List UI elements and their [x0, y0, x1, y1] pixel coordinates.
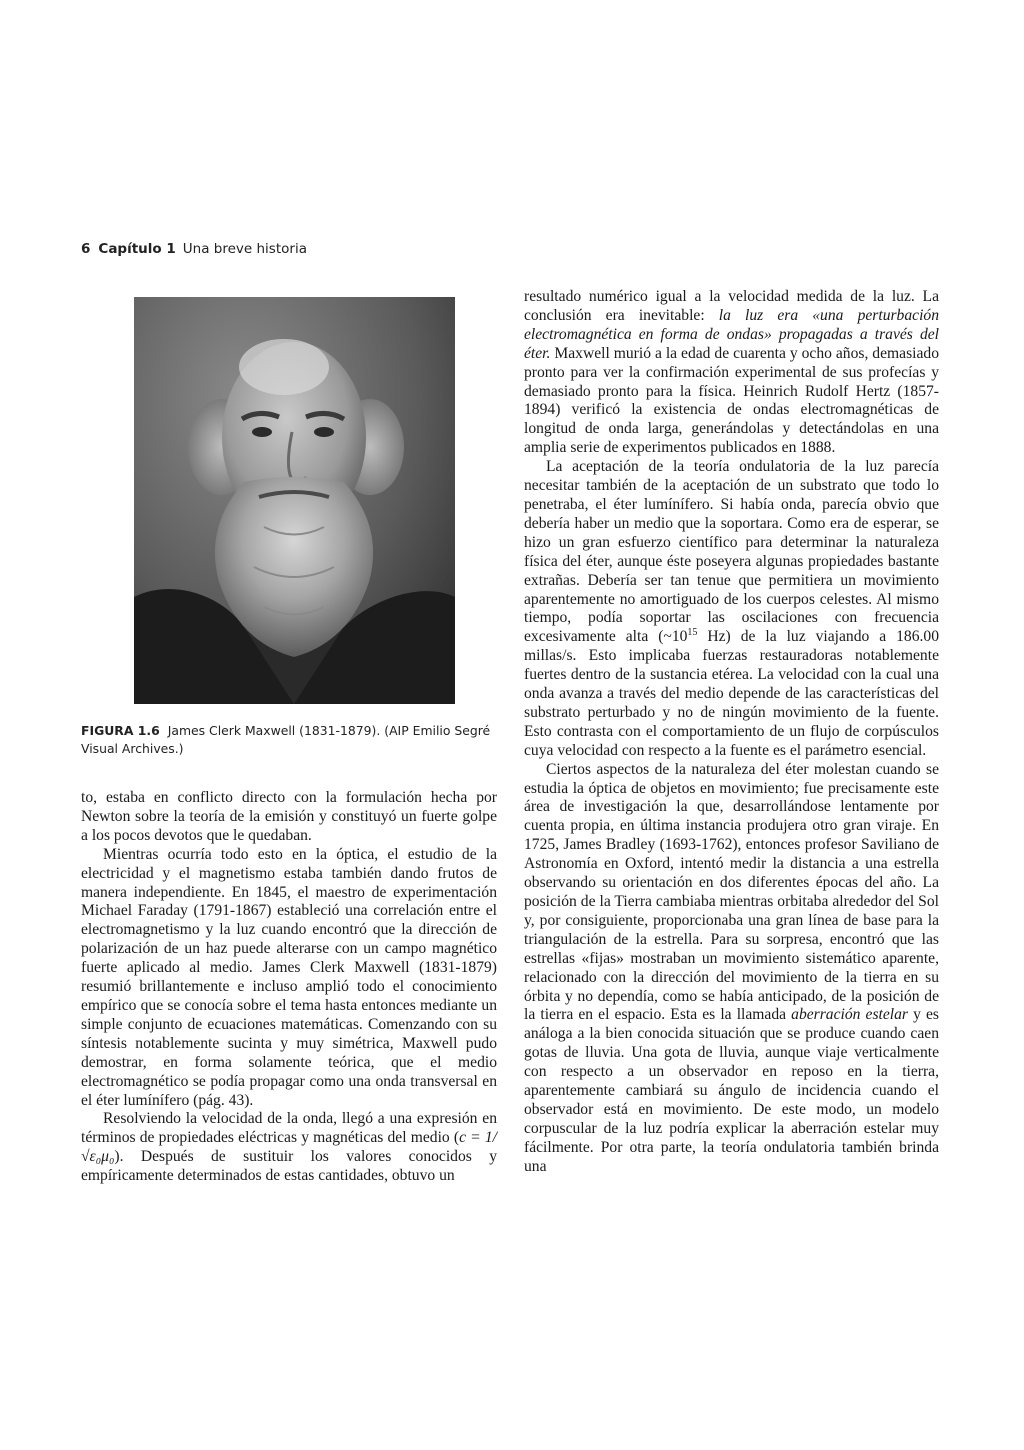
right-paragraph-3-text-a: Ciertos aspectos de la naturaleza del éter molestan cuando se estudia la óptica de objetos en movimiento; fue precisamente este área de investigación la que, desarrollándose lentamente por cuenta propia, en última instancia produjera otro gran viraje. En 1725, James Bradley (1693-1762), entonces profesor Saviliano de Astronomía en Oxford, intentó medir la distancia a una estrella observando su orientación en dos diferentes épocas del año. La posición de la Tierra cambiaba mientras orbitaba alrededor del Sol y, por consiguiente, proporcionaba una gran línea de base para la triangulación de la estrella. Para su sorpresa, encontró que las estrellas «fijas» mostraban un movimiento sistemático aparente, relacionado con la dirección del movimiento de la tierra en su órbita y no dependía, como se había anticipado, de la posición de la tierra en el espacio. Esta es la llamada [524, 760, 939, 1024]
left-paragraph-1: to, estaba en conflicto directo con la formulación hecha por Newton sobre la teoría de la emisión y constituyó un fuerte golpe a los pocos devotos que le quedaban. [81, 789, 497, 844]
right-paragraph-2-text-a: La aceptación de la teoría ondulatoria de la luz parecía necesitar también de la aceptación de un substrato que todo lo penetraba, el éter lumínífero. Si había onda, parecía obvio que debería haber un medio que la soportara. Como era de esperar, se hizo un gran esfuerzo científico para determinar la naturaleza física del éter, aunque éste poseyera algunas propiedades bastante extrañas. Debería ser tan tenue que permitiera un movimiento aparentemente no amortiguado de los cuerpos celestes. Al mismo tiempo, podía soportar las oscilaciones con frecuencia excesivamente alta (~10 [524, 458, 939, 646]
left-paragraph-3 [81, 1110, 497, 1186]
left-column [81, 789, 497, 1186]
left-paragraph-3-text-a: Resolviendo la velocidad de la onda, llegó a una expresión en términos de propiedades eléctricas y magnéticas del medio ( [81, 1110, 497, 1147]
exponent: 15 [687, 627, 698, 639]
right-paragraph-1-text-b: Maxwell murió a la edad de cuarenta y ocho años, demasiado pronto para ver la confirmación experimental de sus profecías y demasiado pronto para la física. Heinrich Rudolf Hertz (1857-1894) verificó la existencia de ondas electromagnéticas de longitud de onda larga, generándolas y detectándolas en una amplia serie de experimentos publicados en 1888. [524, 344, 939, 457]
right-paragraph-3-italic: aberración estelar [791, 1006, 908, 1024]
right-paragraph-2 [524, 458, 939, 761]
right-paragraph-2-text-b: Hz) de la luz viajando a 186.00 millas/s. Esto implicaba fuerzas restauradoras notablemente fuertes dentro de la sustancia etérea. La velocidad con la cual una onda avanza a través del medio depende de las características del substrato perturbado y no de ningún movimiento de la fuente. Esto contrasta con el comportamiento de un flujo de corpúsculos cuya velocidad con respecto a la fuente es el parámetro esencial. [524, 628, 939, 759]
maxwell-portrait [134, 297, 455, 704]
figure-caption [81, 722, 496, 758]
maxwell-formula: c = 1/√ε₀μ₀ [81, 1129, 498, 1166]
right-paragraph-3-text-b: y es análoga a la bien conocida situación que se produce cuando caen gotas de lluvia. Una gota de lluvia, aunque viaje verticalmente con respecto a un observador en reposo en la tierra, aparentemente cambiará su ángulo de incidencia cuando el observador está en movimiento. De este modo, un modelo corpuscular de la luz podría explicar la aberración estelar muy fácilmente. Por otra parte, la teoría ondulatoria también brinda una [524, 1006, 939, 1175]
right-column [524, 288, 939, 1177]
page-number: 6 [81, 241, 91, 257]
chapter-label: Capítulo 1 [98, 241, 176, 257]
figure-caption-text: James Clerk Maxwell (1831-1879). (AIP Emilio Segré Visual Archives.) [81, 723, 491, 756]
right-paragraph-3 [524, 761, 939, 1177]
right-paragraph-1-text-a: resultado numérico igual a la velocidad medida de la luz. La conclusión era inevitable: [524, 288, 939, 324]
figure-label: FIGURA 1.6 [81, 723, 160, 738]
running-head [81, 241, 307, 257]
chapter-title: Una breve historia [182, 241, 307, 257]
left-paragraph-3-text-b: ). Después de sustituir los valores conocidos y empíricamente determinados de estas cantidades, obtuvo un [81, 1148, 497, 1185]
right-paragraph-1 [524, 288, 939, 458]
left-paragraph-2: Mientras ocurría todo esto en la óptica, el estudio de la electricidad y el magnetismo estaba también dando frutos de manera independiente. En 1845, el maestro de experimentación Michael Faraday (1791-1867) estableció una correlación entre el electromagnetismo y la luz cuando encontró que la dirección de polarización de un haz puede alterarse con un campo magnético fuerte aplicado al medio. James Clerk Maxwell (1831-1879) resumió brillantemente e incluso amplió todo el conocimiento empírico que se conocía sobre el tema hasta entonces mediante un simple conjunto de ecuaciones matemáticas. Comenzando con su síntesis notablemente sucinta y muy simétrica, Maxwell pudo demostrar, en forma solamente teórica, que el medio electromagnético se podía propagar como una onda transversal en el éter lumínífero (pág. 43). [81, 845, 497, 1109]
right-paragraph-1-italic: la luz era «una perturbación electromagnética en forma de ondas» propagadas a través del éter. [524, 306, 939, 362]
